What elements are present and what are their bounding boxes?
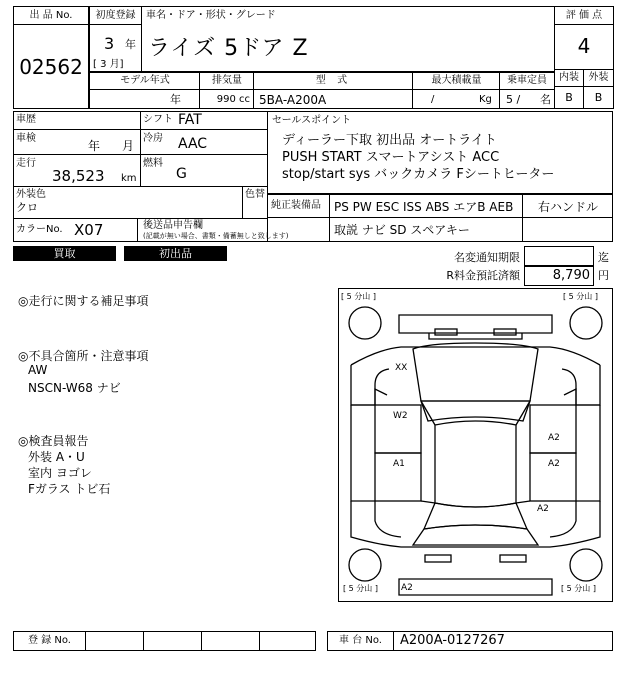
inspection-month-unit: 月 [122, 139, 135, 153]
damage-mark-a2-rear: A2 [401, 583, 413, 593]
sales-point-line-1: ディーラー下取 初出品 オートライト [282, 133, 497, 148]
spec-row [89, 72, 555, 109]
displacement-value: 990 cc [216, 94, 250, 105]
handle-cell [522, 195, 612, 218]
reg-no-cell-3 [202, 632, 260, 650]
car-diagram [338, 288, 613, 602]
capacity-value: 5 / [506, 93, 521, 106]
tire-tread-front-right: [ 5 分山 ] [563, 292, 598, 301]
supplement-title: ◎走行に関する補足事項 [18, 294, 149, 308]
equipment-label: 純正装備品 [271, 200, 321, 211]
front-door-right [530, 405, 576, 453]
ac-label: 冷房 [143, 133, 163, 144]
c-pillars [421, 501, 530, 503]
mileage-value: 38,523 [52, 167, 105, 185]
interior-grade: B [555, 87, 584, 108]
tire-tread-front-left: [ 5 分山 ] [341, 292, 376, 301]
capacity-cell [500, 73, 554, 108]
front-fender-line [351, 347, 600, 365]
equipment-label-cell [268, 195, 330, 218]
front-right-fender [562, 365, 600, 405]
chassis-box [327, 631, 613, 651]
inspection-label: 車検 [16, 133, 36, 144]
car-name: ライズ 5ドア Z [148, 36, 309, 61]
mileage-unit: km [121, 173, 137, 184]
taillight-right [500, 555, 526, 562]
damage-mark-a2-front-right: A2 [548, 433, 560, 443]
rear-bumper [399, 579, 552, 595]
load-cell [413, 73, 500, 108]
extras-spacer [268, 218, 330, 241]
sub-grade-grid [555, 69, 613, 108]
taillight-left [425, 555, 451, 562]
equipment-items: PS PW ESC ISS ABS エアB AEB [334, 200, 514, 214]
type-value: 5BA-A200A [259, 93, 327, 107]
later-equip-label: 後送品申告欄 [143, 220, 203, 231]
rear-fender-line [351, 501, 600, 547]
first-reg-label: 初度登録 [90, 7, 141, 25]
details-left [13, 111, 289, 242]
interior-label: 内装 [555, 70, 584, 87]
issue-item-2: NSCN-W68 ナビ [28, 381, 121, 395]
sales-point-line-2: PUSH START スマートアシスト ACC [282, 150, 500, 165]
first-listing-bar: 初出品 [124, 246, 227, 261]
outer-color-label: 外装色 [16, 189, 46, 200]
fuel-value: G [176, 166, 187, 182]
sales-points-label: セールスポイント [272, 115, 352, 126]
outer-color-value: クロ [16, 201, 38, 214]
car-name-box [141, 6, 555, 72]
tire-front-right [570, 307, 602, 339]
tire-rear-right [570, 549, 602, 581]
reg-no-cell-2 [144, 632, 202, 650]
displacement-label: 排気量 [212, 75, 242, 86]
roof [435, 421, 516, 507]
shift-label: シフト [143, 114, 173, 125]
exterior-grade: B [594, 91, 603, 104]
damage-mark-w2: W2 [393, 411, 408, 421]
sales-points-box [267, 111, 613, 194]
mirror-left [375, 389, 387, 405]
equipment-extras: 取説 ナビ SD スペアキー [334, 223, 470, 237]
grade-label: 評 価 点 [555, 7, 613, 25]
reg-no-cell-1 [86, 632, 144, 650]
color-no-cell [14, 219, 138, 241]
color-no-label: カラーNo. [16, 224, 63, 235]
displacement-cell [200, 73, 254, 108]
load-value: / [431, 94, 435, 105]
exterior-label: 外装 [584, 70, 613, 87]
load-label: 最大積載量 [431, 75, 482, 86]
recycle-unit: 円 [598, 269, 609, 282]
damage-mark-a1: A1 [393, 459, 405, 469]
buy-bar: 買取 [13, 246, 116, 261]
extras-divider [522, 218, 523, 241]
shift-value: FAT [178, 112, 202, 128]
model-year-cell [90, 73, 200, 108]
issue-item-1: AW [28, 363, 48, 377]
name-change-label: 名変通知期限 [454, 251, 520, 264]
chassis-label: 車 台 No. [328, 632, 394, 650]
tire-rear-left [349, 549, 381, 581]
inspection-year-unit: 年 [88, 139, 101, 153]
reg-month: [ 3 月] [93, 59, 124, 70]
windshield [421, 401, 530, 421]
name-change-value [524, 246, 594, 266]
inspector-title: ◎検査員報告 [18, 434, 89, 448]
row-inspection [14, 130, 267, 155]
lot-label: 出 品 No. [14, 7, 88, 25]
damage-mark-a2-rear-right: A2 [537, 504, 549, 514]
headlight-left [435, 329, 457, 335]
name-change-unit: 迄 [598, 251, 609, 264]
reg-no-box [13, 631, 316, 651]
color-change-label: 色替 [245, 189, 265, 200]
reg-year-unit: 年 [125, 38, 136, 51]
car-outline [339, 289, 612, 601]
load-unit: Kg [479, 94, 492, 105]
fuel-label: 燃料 [143, 158, 163, 169]
color-no-value: X07 [74, 221, 104, 239]
color-change-cell [242, 187, 267, 219]
front-bumper [399, 315, 552, 333]
reg-year: 3 [104, 34, 115, 53]
inspector-item-3: Fガラス トビ石 [28, 482, 111, 496]
row-history [14, 112, 267, 130]
front-left-fender [351, 365, 389, 405]
issues-title: ◎不具合箇所・注意事項 [18, 349, 149, 363]
model-year-label: モデル年式 [120, 75, 170, 86]
inspector-item-2: 室内 ヨゴレ [28, 466, 92, 480]
left-rocker [351, 405, 375, 501]
rear-left-fender [375, 501, 401, 537]
trunk [413, 525, 538, 545]
right-rocker [576, 405, 600, 501]
car-name-label: 車名・ドア・形状・グレード [146, 10, 276, 21]
rear-right-fender [550, 501, 576, 537]
mileage-label: 走行 [16, 158, 36, 169]
equipment-box [267, 194, 613, 242]
capacity-unit: 名 [540, 93, 551, 106]
front-grille [429, 333, 522, 339]
tire-tread-rear-left: [ 5 分山 ] [343, 584, 378, 593]
ac-value: AAC [178, 136, 208, 152]
recycle-label: R料金預託済額 [446, 269, 520, 282]
row-outer-color [14, 187, 267, 219]
capacity-label: 乗車定員 [507, 75, 547, 86]
recycle-value: 8,790 [524, 266, 594, 286]
later-equip-note: (記載が無い場合、書類・備蓄無しと致します) [143, 232, 289, 240]
grade-box [554, 6, 614, 109]
lot-number: 02562 [19, 55, 83, 79]
type-label: 型 式 [315, 75, 352, 86]
lot-box [13, 6, 89, 109]
history-label: 車歴 [16, 114, 36, 125]
headlight-right [494, 329, 516, 335]
handle-value: 右ハンドル [537, 200, 598, 214]
tire-front-left [349, 307, 381, 339]
model-year-unit: 年 [170, 93, 181, 106]
registration-box [89, 6, 142, 72]
type-cell [254, 73, 413, 108]
inspector-item-1: 外装 A・U [28, 450, 85, 464]
reg-no-label: 登 録 No. [14, 632, 86, 650]
mirror-right [564, 389, 576, 405]
damage-mark-xx: XX [395, 363, 408, 373]
chassis-number: A200A-0127267 [400, 633, 505, 648]
damage-mark-a2-right: A2 [548, 459, 560, 469]
overall-grade: 4 [577, 34, 591, 58]
hood [413, 343, 538, 401]
tire-tread-rear-right: [ 5 分山 ] [561, 584, 596, 593]
sales-point-line-3: stop/start sys バックカメラ Fシートヒーター [282, 167, 555, 182]
